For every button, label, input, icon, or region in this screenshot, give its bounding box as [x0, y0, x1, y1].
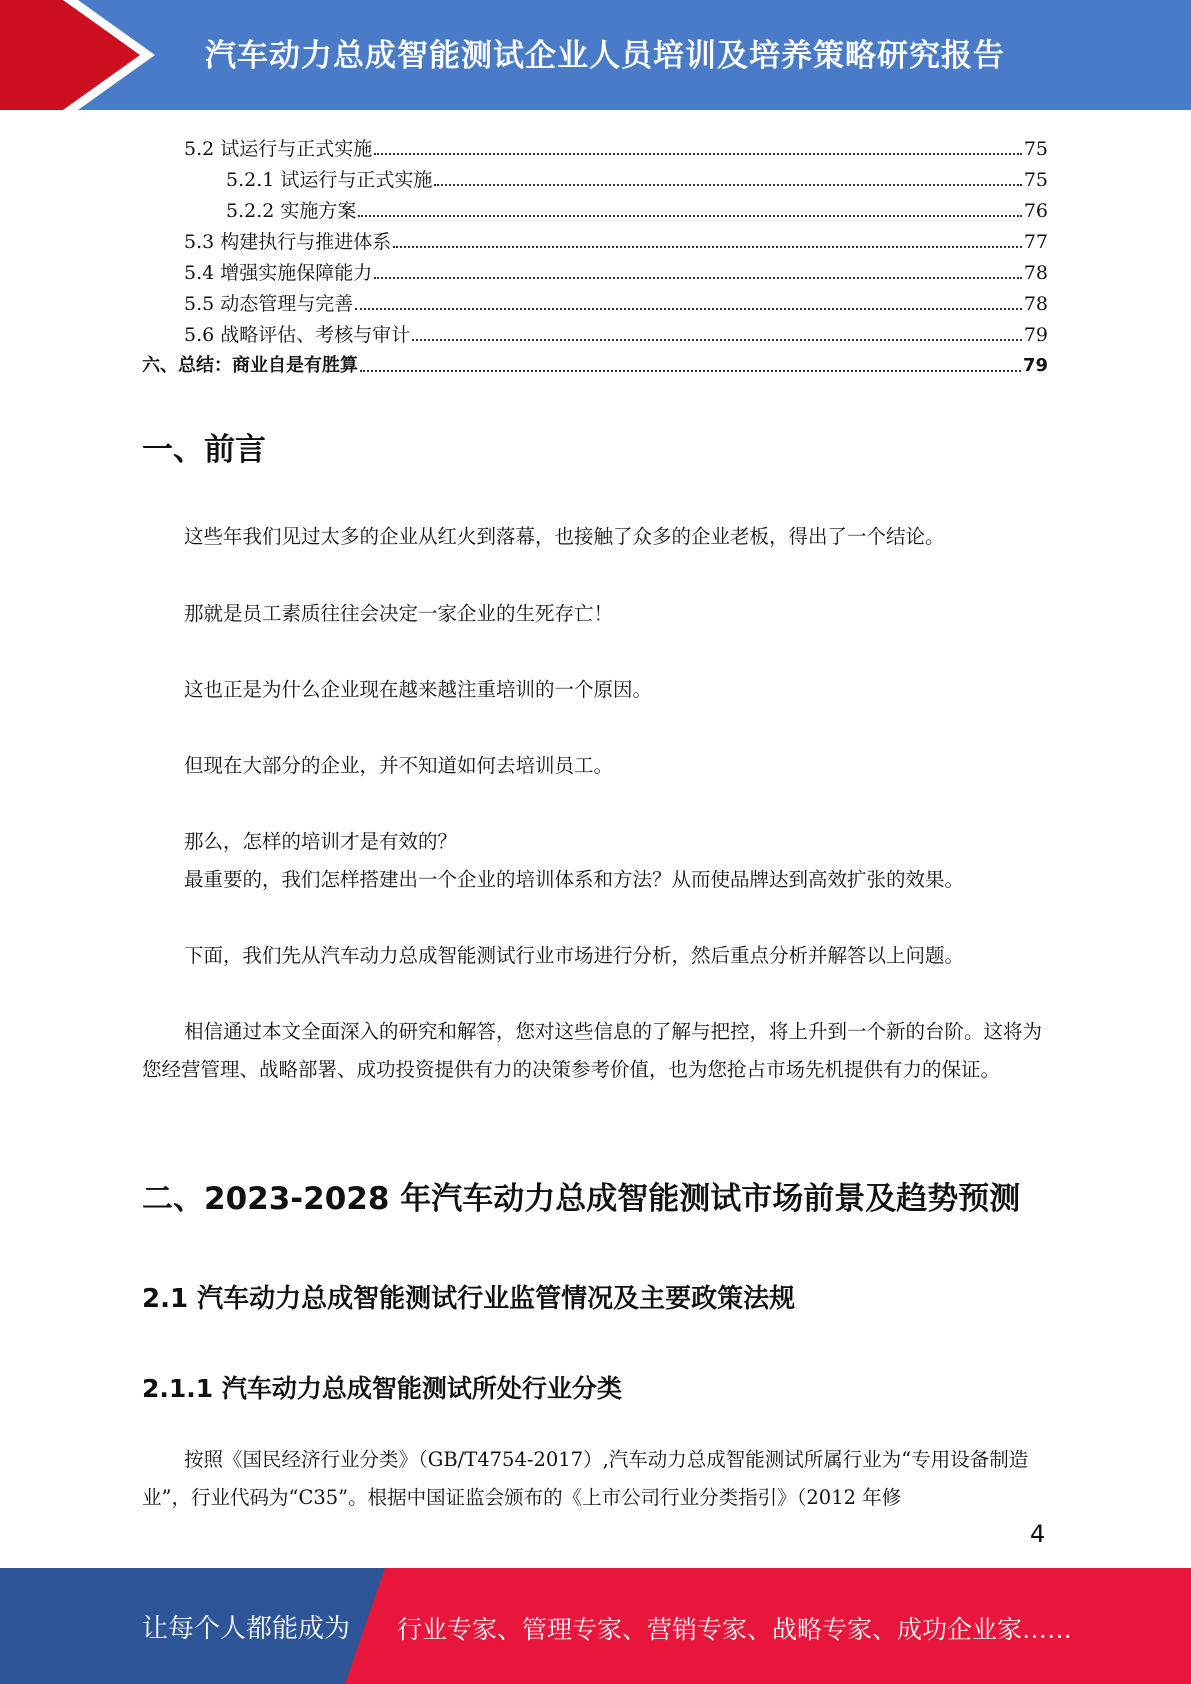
paragraph: 按照《国民经济行业分类》（GB/T4754-2017）,汽车动力总成智能测试所属行业为“专用设备制造业”，行业代码为“C35”。根据中国证监会颁布的《上市公司行业分类指引》（2012 年修 [142, 1448, 1029, 1509]
toc-leader-dots [374, 153, 1022, 155]
toc-item-label: 5.2.1 试运行与正式实施 [226, 169, 433, 191]
subsubsection-heading: 2.1.1 汽车动力总成智能测试所处行业分类 [142, 1374, 622, 1403]
page-footer [0, 1568, 1191, 1684]
toc-leader-dots [358, 215, 1021, 217]
toc-item-label: 5.6 战略评估、考核与审计 [184, 324, 411, 346]
footer-slogan-left: 让每个人都能成为 [142, 1614, 351, 1644]
paragraph: 但现在大部分的企业，并不知道如何去培训员工。 [184, 754, 614, 777]
toc-item-page: 76 [1023, 200, 1048, 222]
report-title: 汽车动力总成智能测试企业人员培训及培养策略研究报告 [205, 38, 1005, 74]
table-of-contents [142, 130, 1048, 378]
toc-item[interactable] [142, 161, 1048, 192]
paragraph: 这也正是为什么企业现在越来越注重培训的一个原因。 [184, 678, 653, 701]
toc-item-page: 75 [1023, 138, 1048, 160]
toc-item-page: 78 [1023, 293, 1048, 315]
toc-item-page: 78 [1023, 262, 1048, 284]
paragraph: 那就是员工素质往往会决定一家企业的生死存亡！ [184, 602, 614, 625]
toc-item[interactable] [142, 347, 1048, 378]
toc-item[interactable] [142, 223, 1048, 254]
toc-item[interactable] [142, 254, 1048, 285]
toc-item-label: 六、总结：商业自是有胜算 [142, 355, 358, 376]
toc-item[interactable] [142, 285, 1048, 316]
page-header [0, 0, 1191, 110]
toc-leader-dots [434, 184, 1021, 186]
toc-item-label: 5.5 动态管理与完善 [184, 293, 354, 315]
paragraph: 最重要的，我们怎样搭建出一个企业的培训体系和方法？从而使品牌达到高效扩张的效果。 [184, 868, 965, 891]
paragraph: 这些年我们见过太多的企业从红火到落幕，也接触了众多的企业老板，得出了一个结论。 [184, 525, 945, 548]
page-number: 4 [1030, 1520, 1046, 1548]
footer-slogan-right: 行业专家、管理专家、营销专家、战略专家、成功企业家…… [397, 1615, 1073, 1644]
paragraph: 那么，怎样的培训才是有效的？ [184, 830, 458, 853]
subsection-heading: 2.1 汽车动力总成智能测试行业监管情况及主要政策法规 [142, 1284, 796, 1314]
toc-item-page: 75 [1023, 169, 1048, 191]
toc-item-label: 5.4 增强实施保障能力 [184, 262, 373, 284]
toc-item-label: 5.2 试运行与正式实施 [184, 138, 373, 160]
toc-item-label: 5.3 构建执行与推进体系 [184, 231, 392, 253]
toc-leader-dots [355, 308, 1022, 310]
toc-leader-dots [412, 339, 1022, 341]
toc-leader-dots [360, 370, 1021, 372]
toc-item-label: 5.2.2 实施方案 [226, 200, 357, 222]
toc-leader-dots [393, 246, 1022, 248]
toc-leader-dots [374, 277, 1022, 279]
toc-item[interactable] [142, 130, 1048, 161]
paragraph: 下面，我们先从汽车动力总成智能测试行业市场进行分析，然后重点分析并解答以上问题。 [184, 944, 965, 967]
section-heading: 一、前言 [142, 432, 266, 468]
section-heading: 二、2023-2028 年汽车动力总成智能测试市场前景及趋势预测 [142, 1181, 1021, 1217]
paragraph: 相信通过本文全面深入的研究和解答，您对这些信息的了解与把控，将上升到一个新的台阶。这将为您经营管理、战略部署、成功投资提供有力的决策参考价值，也为您抢占市场先机提供有力的保证。 [142, 1020, 1043, 1081]
toc-item[interactable] [142, 192, 1048, 223]
toc-item[interactable] [142, 316, 1048, 347]
toc-item-page: 77 [1023, 231, 1048, 253]
toc-item-page: 79 [1022, 355, 1048, 376]
toc-item-page: 79 [1023, 324, 1048, 346]
